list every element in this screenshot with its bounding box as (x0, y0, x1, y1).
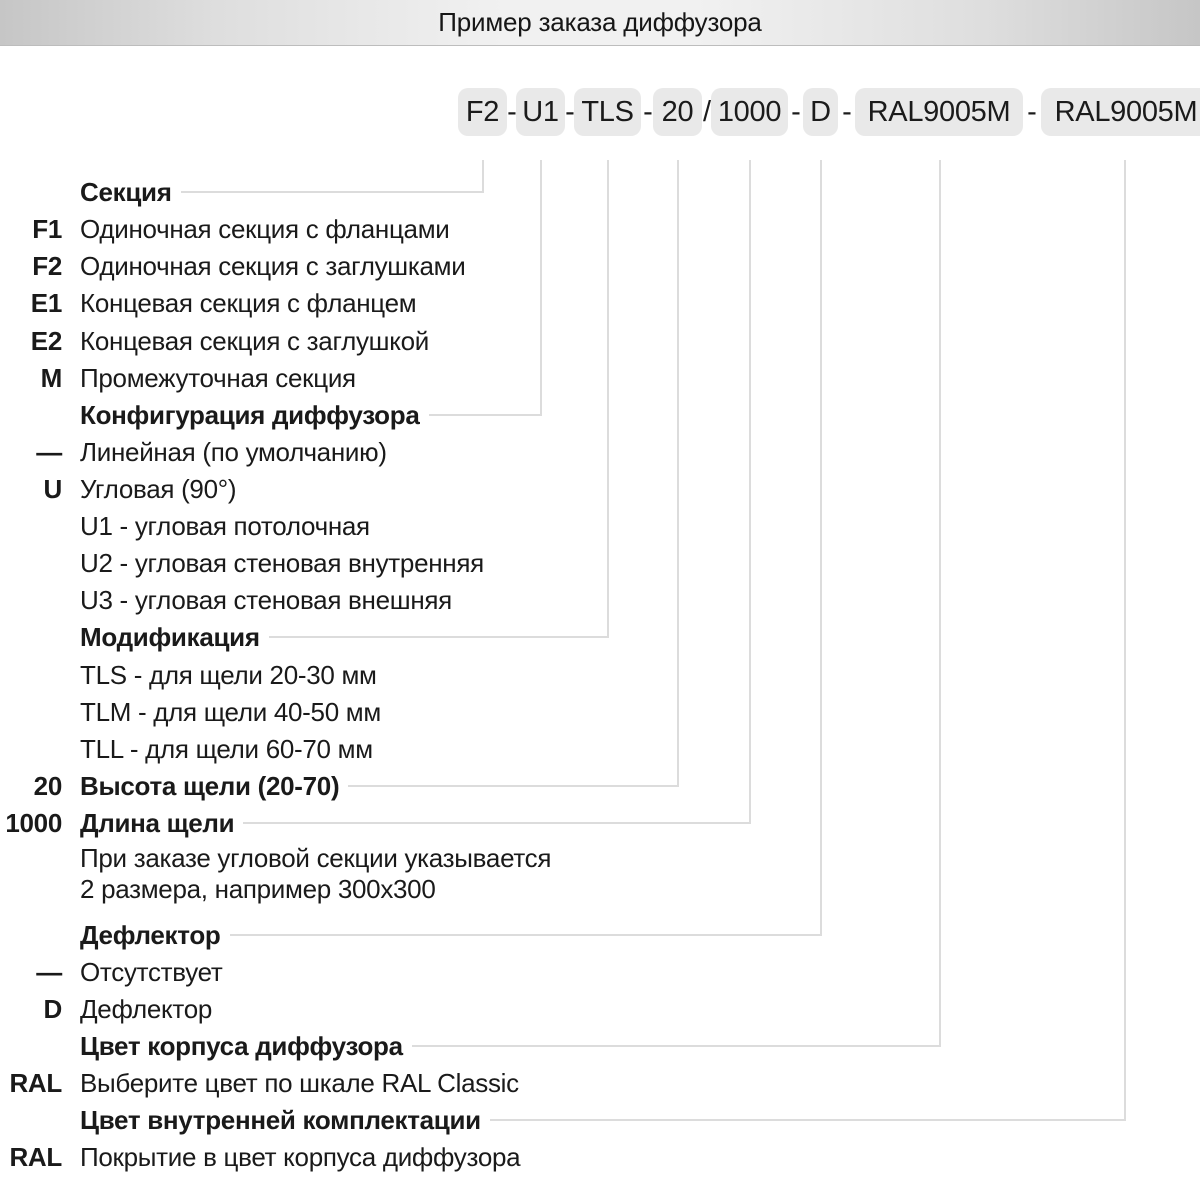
section-row (0, 470, 1200, 508)
row-label: Выберите цвет по шкале RAL Classic (80, 1067, 519, 1098)
note-line: 2 размера, например 300x300 (80, 874, 436, 904)
section-row (0, 656, 1200, 694)
row-label: Конфигурация диффузора (80, 399, 420, 430)
row-prefix: F2 (32, 250, 62, 281)
row-label: U3 - угловая стеновая внешняя (80, 584, 452, 615)
row-label: Высота щели (20-70) (80, 770, 340, 801)
connector-line-horizontal (181, 191, 484, 193)
connector-line-horizontal (490, 1119, 1126, 1121)
connector-line-horizontal (230, 934, 822, 936)
code-chip: RAL9005M (855, 88, 1023, 136)
section-row (0, 990, 1200, 1028)
code-chip: F2 (458, 88, 507, 136)
section-row (0, 730, 1200, 768)
connector-line-horizontal (269, 636, 609, 638)
section-row (0, 916, 822, 954)
section-row (0, 618, 609, 656)
row-prefix: F1 (32, 213, 62, 244)
connector-line-horizontal (412, 1045, 941, 1047)
connector-line-horizontal (429, 414, 543, 416)
row-label: U1 - угловая потолочная (80, 510, 370, 541)
row-label: TLS - для щели 20-30 мм (80, 659, 377, 690)
code-chip: D (803, 88, 838, 136)
row-prefix: — (36, 436, 62, 467)
row-label: Концевая секция с фланцем (80, 287, 417, 318)
section-row (0, 322, 1200, 360)
code-separator: - (565, 95, 575, 128)
code-separator: - (791, 95, 801, 128)
row-label: Концевая секция с заглушкой (80, 325, 429, 356)
note-text (80, 843, 551, 905)
row-prefix: M (40, 362, 62, 393)
code-chip: 20 (653, 88, 702, 136)
section-row (0, 173, 484, 211)
section-row (0, 1027, 941, 1065)
section-row (0, 804, 751, 842)
row-prefix: RAL (9, 1067, 62, 1098)
row-prefix: — (36, 956, 62, 987)
section-row (0, 507, 1200, 545)
code-separator: - (842, 95, 852, 128)
page-title: Пример заказа диффузора (438, 7, 762, 37)
row-prefix: E1 (30, 287, 62, 318)
row-label: Покрытие в цвет корпуса диффузора (80, 1141, 521, 1172)
row-label: Длина щели (80, 807, 235, 838)
row-label: Дефлектор (80, 919, 221, 950)
section-row (0, 693, 1200, 731)
connector-line-horizontal (243, 822, 751, 824)
code-chip: RAL9005M (1041, 88, 1200, 136)
section-row (0, 1138, 1200, 1176)
row-label: Угловая (90°) (80, 473, 237, 504)
connector-line-horizontal (348, 785, 679, 787)
row-label: TLL - для щели 60-70 мм (80, 733, 373, 764)
code-chip: 1000 (711, 88, 788, 136)
row-prefix: U (43, 473, 62, 504)
row-label: Дефлектор (80, 993, 213, 1024)
code-chip: U1 (516, 88, 565, 136)
code-separator: - (1027, 95, 1037, 128)
row-prefix: D (43, 993, 62, 1024)
row-label: U2 - угловая стеновая внутренняя (80, 547, 484, 578)
section-row (0, 247, 1200, 285)
section-row (0, 581, 1200, 619)
header-bar (0, 0, 1200, 46)
section-row (0, 359, 1200, 397)
note-line: При заказе угловой секции указывается (80, 843, 552, 873)
code-separator: - (643, 95, 653, 128)
row-label: Отсутствует (80, 956, 223, 987)
section-row (0, 1064, 1200, 1102)
row-label: Секция (80, 176, 172, 207)
code-separator: - (507, 95, 517, 128)
row-label: Линейная (по умолчанию) (80, 436, 387, 467)
section-row (0, 767, 679, 805)
section-row (0, 544, 1200, 582)
section-row (0, 433, 1200, 471)
row-label: Цвет внутренней комплектации (80, 1104, 481, 1135)
row-prefix: E2 (30, 325, 62, 356)
section-row (0, 953, 1200, 991)
code-separator: / (702, 95, 712, 128)
row-prefix: RAL (9, 1141, 62, 1172)
section-row (0, 210, 1200, 248)
section-row (0, 284, 1200, 322)
row-label: Одиночная секция с фланцами (80, 213, 450, 244)
row-label: Одиночная секция с заглушками (80, 250, 466, 281)
code-chip: TLS (574, 88, 641, 136)
section-row (0, 396, 542, 434)
row-prefix: 20 (33, 770, 62, 801)
section-row (0, 1101, 1126, 1139)
row-label: Цвет корпуса диффузора (80, 1030, 403, 1061)
row-prefix: 1000 (5, 807, 62, 838)
row-label: TLM - для щели 40-50 мм (80, 696, 381, 727)
row-label: Модификация (80, 621, 260, 652)
row-label: Промежуточная секция (80, 362, 356, 393)
